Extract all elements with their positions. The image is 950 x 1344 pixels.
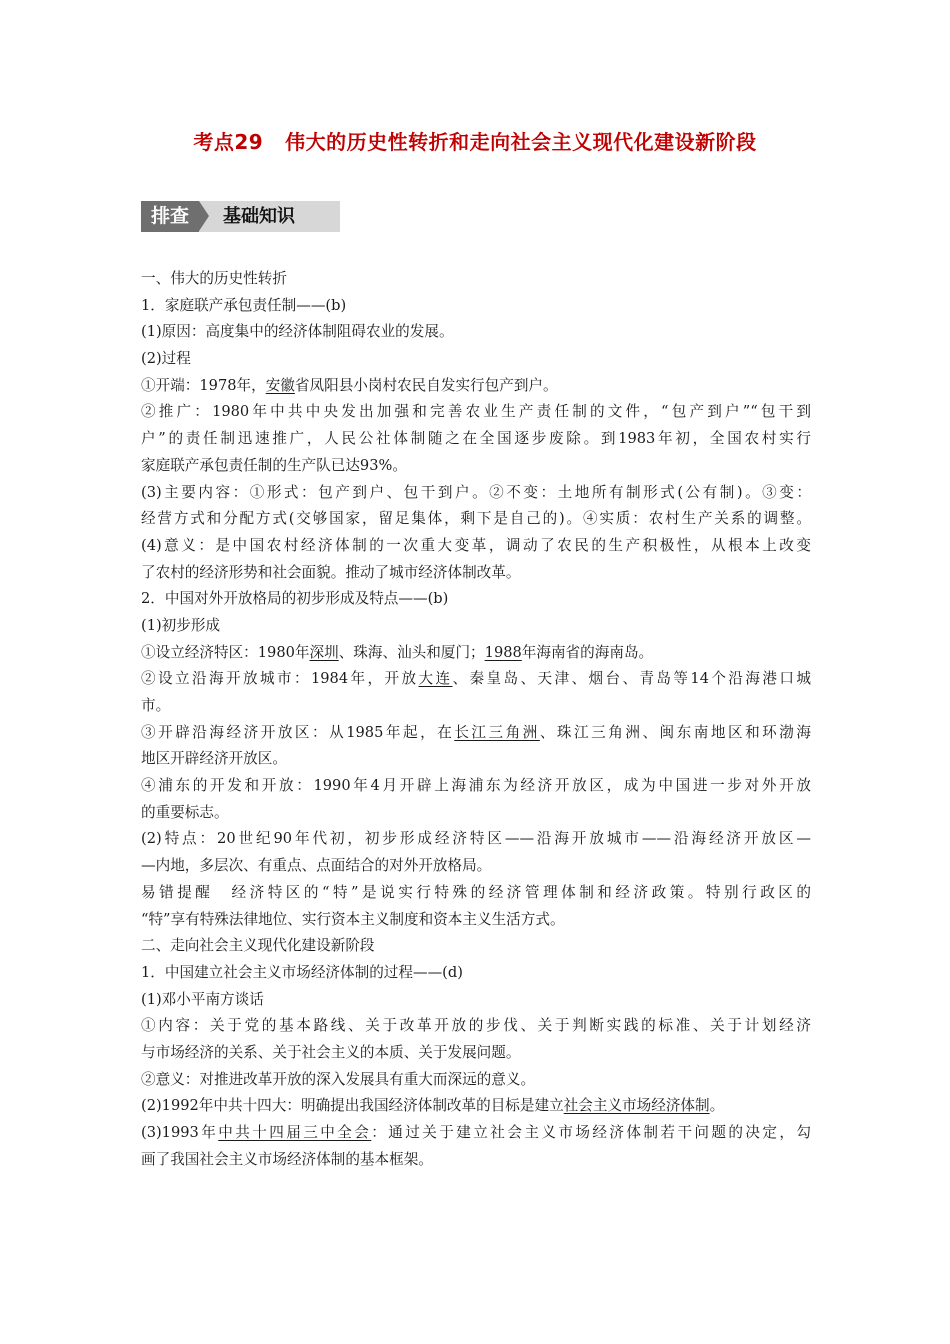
line-text: (1)原因：高度集中的经济体制阻碍农业的发展。 — [141, 323, 454, 341]
line-text: 、珠海、汕头和厦门； — [338, 643, 485, 661]
banner-tag: 排查 — [141, 201, 199, 232]
text-line — [141, 693, 811, 720]
line-text: 的重要标志。 — [141, 803, 229, 821]
line-text: (2)过程 — [141, 350, 191, 368]
line-text: 画了我国社会主义市场经济体制的基本框架。 — [141, 1150, 433, 1168]
line-text: ③开辟沿海经济开放区：从1985年起，在 — [141, 723, 455, 741]
text-line — [141, 373, 811, 400]
text-line — [141, 1067, 811, 1094]
line-text: (3)1993年 — [141, 1124, 219, 1141]
line-text: 一、伟大的历史性转折 — [141, 270, 287, 287]
line-text: 经营方式和分配方式(交够国家，留足集体，剩下是自己的)。④实质：农村生产关系的调整。 — [141, 510, 811, 528]
line-text: 2．中国对外开放格局的初步形成及特点——(b) — [141, 590, 449, 608]
line-text: ①开端：1978年， — [141, 376, 266, 394]
text-line — [141, 533, 811, 560]
text-line — [141, 346, 811, 373]
text-line — [141, 773, 811, 800]
line-text: (3)主要内容：①形式：包产到户、包干到户。②不变：土地所有制形式(公有制)。③变： — [141, 483, 811, 501]
line-text: 、珠江三角洲、闽东南地区和环渤海 — [539, 723, 811, 741]
underlined-term: 安徽 — [265, 376, 295, 394]
line-text: 1．家庭联产承包责任制——(b) — [141, 296, 347, 314]
line-text: (4)意义：是中国农村经济体制的一次重大变革，调动了农民的生产积极性，从根本上改变 — [141, 536, 811, 554]
text-line — [141, 960, 811, 987]
text-line — [141, 266, 811, 293]
line-text: 与市场经济的关系、关于社会主义的本质、关于发展问题。 — [141, 1043, 521, 1061]
text-line — [141, 800, 811, 827]
text-line — [141, 293, 811, 320]
line-text: (2)特点：20世纪90年代初，初步形成经济特区——沿海开放城市——沿海经济开放区— — [141, 830, 811, 848]
text-line — [141, 640, 811, 667]
text-line — [141, 319, 811, 346]
document-body — [141, 266, 811, 1173]
text-line — [141, 560, 811, 587]
line-text: 年海南省的海南岛。 — [521, 643, 654, 661]
text-line — [141, 933, 811, 960]
section-banner — [141, 201, 340, 232]
line-text: 户”的责任制迅速推广，人民公社体制随之在全国逐步废除。到1983年初，全国农村实行 — [141, 430, 811, 448]
text-line — [141, 746, 811, 773]
text-line — [141, 853, 811, 880]
text-line — [141, 613, 811, 640]
line-text: ②设立沿海开放城市：1984年，开放 — [141, 670, 419, 688]
underlined-term: 1988 — [484, 643, 522, 661]
underlined-term: 大连 — [418, 670, 453, 688]
line-text: 家庭联产承包责任制的生产队已达93%。 — [141, 456, 407, 474]
underlined-term: 深圳 — [309, 643, 339, 661]
text-line — [141, 426, 811, 453]
line-text: 省凤阳县小岗村农民自发实行包产到户。 — [294, 376, 558, 394]
text-line — [141, 720, 811, 747]
underlined-term: 长江三角洲 — [454, 723, 540, 741]
text-line — [141, 480, 811, 507]
line-text: —内地，多层次、有重点、点面结合的对外开放格局。 — [141, 857, 492, 875]
line-text: “特”享有特殊法律地位、实行资本主义制度和资本主义生活方式。 — [141, 910, 565, 928]
line-text: 、秦皇岛、天津、烟台、青岛等14个沿海港口城 — [452, 670, 811, 688]
text-line — [141, 1093, 811, 1120]
line-text: ：通过关于建立社会主义市场经济体制若干问题的决定，勾 — [371, 1124, 811, 1141]
text-line — [141, 1120, 811, 1147]
text-line — [141, 880, 811, 907]
title-number: 考点29 — [193, 130, 264, 154]
text-line — [141, 666, 811, 693]
line-text: (1)邓小平南方谈话 — [141, 990, 264, 1008]
line-text: 二、走向社会主义现代化建设新阶段 — [141, 937, 375, 955]
line-text: 。 — [709, 1097, 725, 1115]
line-text: ④浦东的开发和开放：1990年4月开辟上海浦东为经济开放区，成为中国进一步对外开放 — [141, 777, 811, 795]
line-text: 地区开辟经济开放区。 — [141, 750, 287, 768]
page-title — [0, 126, 950, 155]
banner-label: 基础知识 — [223, 206, 295, 227]
line-text: (2)1992年中共十四大：明确提出我国经济体制改革的目标是建立 — [141, 1097, 564, 1115]
underlined-term: 社会主义市场经济体制 — [563, 1097, 710, 1115]
text-line — [141, 453, 811, 480]
line-text: ①内容：关于党的基本路线、关于改革开放的步伐、关于判断实践的标准、关于计划经济 — [141, 1017, 811, 1035]
line-text: ②推广：1980年中共中央发出加强和完善农业生产责任制的文件，“包产到户”“包干到 — [141, 403, 811, 421]
text-line — [141, 1040, 811, 1067]
underlined-term: 中共十四届三中全会 — [218, 1124, 372, 1141]
text-line — [141, 399, 811, 426]
line-text: 了农村的经济形势和社会面貌。推动了城市经济体制改革。 — [141, 563, 521, 581]
line-text: ②意义：对推进改革开放的深入发展具有重大而深远的意义。 — [141, 1070, 536, 1088]
line-text: 1．中国建立社会主义市场经济体制的过程——(d) — [141, 963, 463, 981]
text-line — [141, 987, 811, 1014]
text-line — [141, 826, 811, 853]
text-line — [141, 506, 811, 533]
title-text: 伟大的历史性转折和走向社会主义现代化建设新阶段 — [285, 130, 757, 154]
line-text: ①设立经济特区：1980年 — [141, 643, 310, 661]
text-line — [141, 1147, 811, 1174]
text-line — [141, 907, 811, 934]
text-line — [141, 586, 811, 613]
line-text: (1)初步形成 — [141, 616, 221, 634]
line-text: 市。 — [141, 697, 171, 714]
banner-arrow-icon — [199, 201, 209, 231]
text-line — [141, 1013, 811, 1040]
line-text: 易错提醒 经济特区的“特”是说实行特殊的经济管理体制和经济政策。特别行政区的 — [141, 883, 811, 901]
